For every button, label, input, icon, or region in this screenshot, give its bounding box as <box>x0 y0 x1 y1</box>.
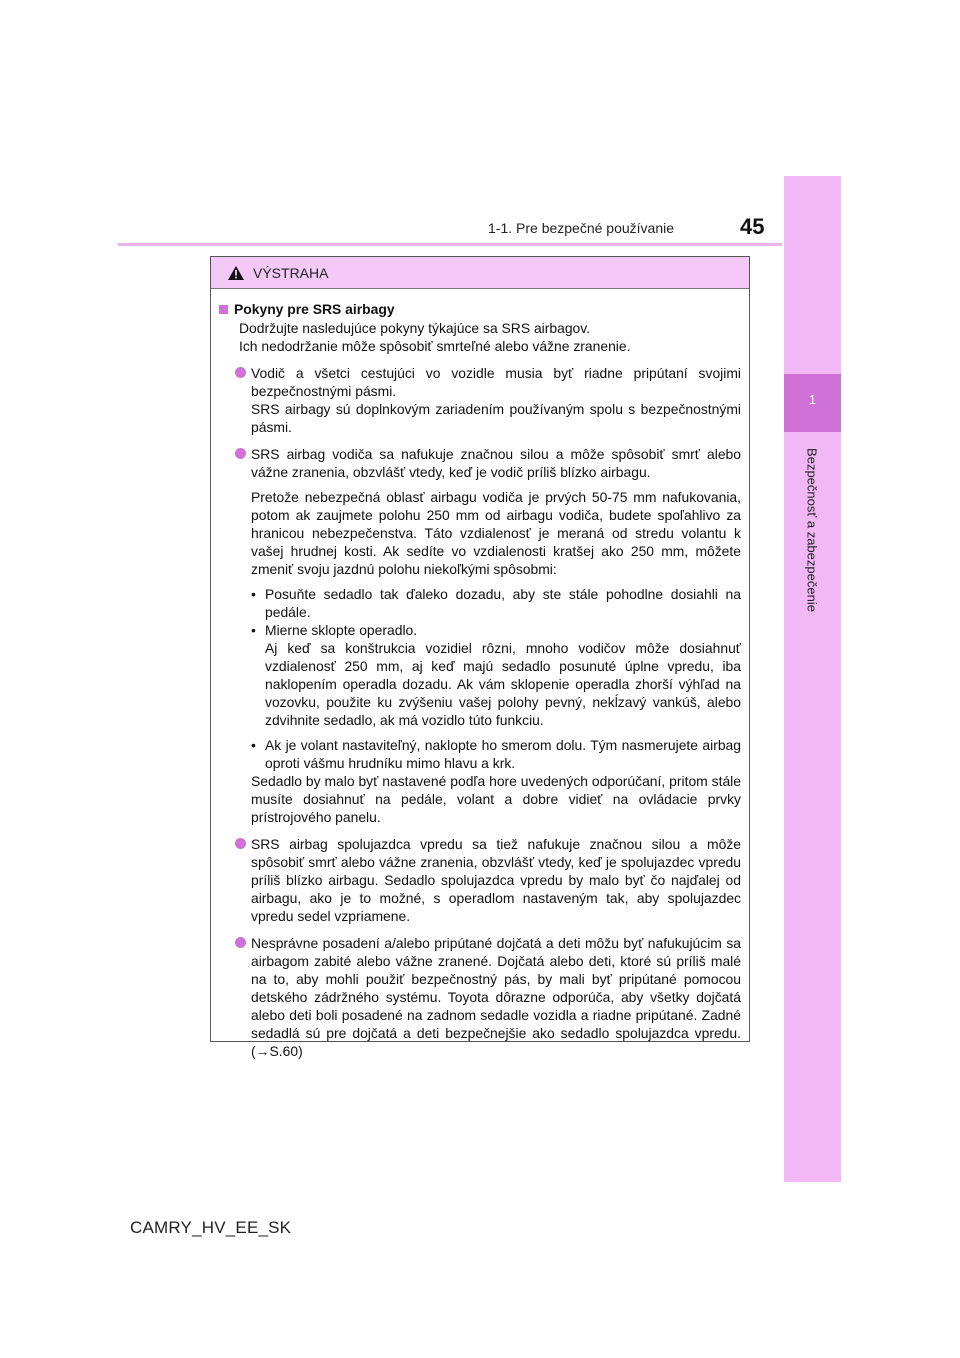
bullet-seatbelts <box>251 364 741 436</box>
warning-triangle-icon <box>227 265 245 281</box>
driver-distance-paragraph: Pretože nebezpečná oblasť airbagu vodiča je prvých 50-75 mm nafukovania, potom ak zaujmete polohu 250 mm od airbagu vodiča, budete spoľahlivo za hranicou nebezpečenstva. Táto vzdialenosť je meraná od stredu volantu k vašej hrudnej kosti. Ak sedíte vo vzdialenosti kratšej ako 250 mm, môžete zmeniť svoju jazdnú polohu niekoľkými spôsobmi: <box>251 489 741 577</box>
round-bullet-icon <box>235 367 246 378</box>
bullet-passenger-airbag-text: SRS airbag spolujazdca vpredu sa tiež nafukuje značnou silou a môže spôsobiť smrť alebo vážne zranenia, obzvlášť vtedy, keď je spolujazdec vpredu príliš blízko airbagu. Sedadlo spolujazdca vpredu by malo byť čo najďalej od airbagu, ako je to možné, s operadlom nastaveným tak, aby spolujazdec vpredu sedel vzpriamene. <box>251 836 741 924</box>
intro-line-1: Dodržujte nasledujúce pokyny týkajúce sa SRS airbagov. <box>239 320 591 336</box>
intro-line-2: Ich nedodržanie môže spôsobiť smrteľné alebo vážne zranenie. <box>239 338 631 354</box>
bullet-driver-airbag <box>251 445 741 481</box>
bullet-passenger-airbag <box>251 835 741 925</box>
tip-recline-detail: Aj keď sa konštrukcia vozidiel rôzni, mnoho vodičov môže dosiahnuť vzdialenosť 250 mm, aj keď majú sedadlo posunuté úplne vpredu, iba naklopením operadla dozadu. Ak vám sklopenie operadla zhorší výhľad na vozovku, použite ku zvýšeniu vašej polohy pevný, nekĺzavý vankúš, alebo zdvihnite sedadlo, ak má vozidlo túto funkciu. <box>265 640 741 728</box>
bullet-seatbelts-text-b: SRS airbagy sú doplnkovým zariadením používaným spolu s bezpečnostnými pásmi. <box>251 401 741 435</box>
bullet-children-text: Nesprávne posadení a/alebo pripútané dojčatá a deti môžu byť nafukujúcim sa airbagom zabité alebo vážne zranené. Dojčatá alebo deti, ktoré sú príliš malé na to, aby mohli použiť bezpečnostný pás, by mali byť pripútané pomocou detského zádržného systému. Toyota dôrazne odporúča, aby všetky dojčatá alebo deti boli posadené na zadnom sedadle vozidla a riadne pripútané. Zadné sedadlá sú pre dojčatá a deti bezpečnejšie ako sedadlo spolujazdca vpredu. (→S.60) <box>251 935 741 1059</box>
warning-body <box>211 289 749 1060</box>
tip-steering-wheel: • Ak je volant nastaviteľný, naklopte ho smerom dolu. Tým nasmerujete airbag oproti vášmu hrudníku mimo hlavu a krk. <box>265 736 741 772</box>
square-bullet-icon <box>219 305 228 314</box>
section-heading-text: Pokyny pre SRS airbagy <box>234 301 395 317</box>
round-bullet-icon <box>235 937 246 948</box>
document-code: CAMRY_HV_EE_SK <box>130 1218 292 1237</box>
tip-seat-back: • Posuňte sedadlo tak ďaleko dozadu, aby ste stále pohodlne dosiahli na pedále. <box>265 585 741 621</box>
chapter-number: 1 <box>808 392 817 407</box>
section-title-header: 1-1. Pre bezpečné používanie <box>488 220 675 236</box>
warning-title: VÝSTRAHA <box>253 264 329 281</box>
bullet-seatbelts-text-a: Vodič a všetci cestujúci vo vozidle musia byť riadne pripútaní svojimi bezpečnostnými pásmi. <box>251 365 741 399</box>
section-heading <box>219 300 741 318</box>
page-number: 45 <box>740 214 765 239</box>
warning-box <box>210 256 750 1059</box>
chapter-label: Bezpečnosť a zabezpečenie <box>804 448 820 612</box>
bullet-driver-airbag-text: SRS airbag vodiča sa nafukuje značnou silou a môže spôsobiť smrť alebo vážne zranenia, obzvlášť vtedy, keď je vodič príliš blízko airbagu. <box>251 446 741 480</box>
round-bullet-icon <box>235 448 246 459</box>
warning-header <box>211 257 749 289</box>
bullet-children <box>251 934 741 1060</box>
round-bullet-icon <box>235 838 246 849</box>
header-divider <box>118 243 782 246</box>
closing-paragraph: Sedadlo by malo byť nastavené podľa hore uvedených odporúčaní, pritom stále musíte dosiahnuť na pedále, volant a dobre vidieť na ovládacie prvky prístrojového panelu. <box>251 773 741 825</box>
tip-recline: • Mierne sklopte operadlo. <box>265 621 741 639</box>
chapter-side-tab[interactable] <box>784 176 841 1182</box>
